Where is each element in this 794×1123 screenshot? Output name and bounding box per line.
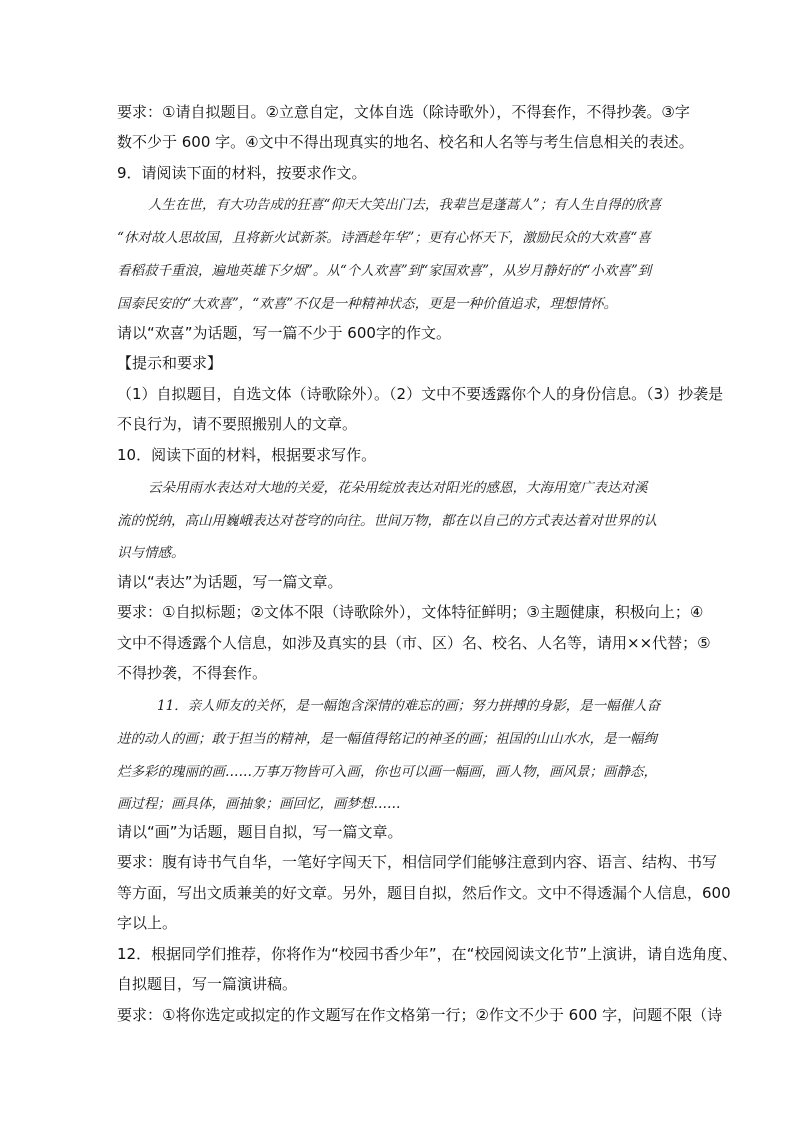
q9-material-line-3: 看稻菽千重浪，遍地英雄下夕烟”。从“个人欢喜”到“家国欢喜”，从岁月静好的“小欢喜”到 <box>117 263 652 279</box>
q8-requirement-line-2: 数不少于 600 字。④文中不得出现真实的地名、校名和人名等与考生信息相关的表述。 <box>117 133 694 151</box>
q10-material-line-3: 识与情感。 <box>117 545 185 561</box>
q10-material-line-1: 云朵用雨水表达对大地的关爱，花朵用绽放表达对阳光的感恩，大海用宽广表达对溪 <box>148 480 648 496</box>
q11-material-line-4: 画过程；画具体，画抽象；画回忆，画梦想…… <box>117 796 401 812</box>
q8-requirement-line-1: 要求：①请自拟题目。②立意自定，文体自选（除诗歌外），不得套作，不得抄袭。③字 <box>117 103 690 121</box>
q11-material-line-2: 进的动人的画；敢于担当的精神，是一幅值得铭记的神圣的画；祖国的山山水水，是一幅绚 <box>117 731 657 747</box>
q12-heading-line-1: 12．根据同学们推荐，你将作为“校园书香少年”，在“校园阅读文化节”上演讲，请自选角度、 <box>117 945 738 963</box>
q10-topic-line: 请以“表达”为话题，写一篇文章。 <box>117 573 343 591</box>
q10-requirement-line-3: 不得抄袭，不得套作。 <box>117 664 268 682</box>
q11-requirement-line-1: 要求：腹有诗书气自华，一笔好字闯天下，相信同学们能够注意到内容、语言、结构、书写 <box>117 853 718 871</box>
q10-heading: 10．阅读下面的材料，根据要求写作。 <box>117 446 377 464</box>
q12-heading-line-2: 自拟题目，写一篇演讲稿。 <box>117 975 298 993</box>
q9-tips-line-2: 不良行为，请不要照搬别人的文章。 <box>117 415 358 433</box>
q11-topic-line: 请以“画”为话题，题目自拟，写一篇文章。 <box>117 823 403 841</box>
q9-tips-line-1: （1）自拟题目，自选文体（诗歌除外）。（2）文中不要透露你个人的身份信息。（3）抄袭是 <box>117 385 724 403</box>
q9-tips-heading: 【提示和要求】 <box>117 354 223 372</box>
q10-material-line-2: 流的悦纳，高山用巍峨表达对苍穹的向往。世间万物，都在以自己的方式表达着对世界的认 <box>117 513 657 529</box>
q11-requirement-line-3: 字以上。 <box>117 914 178 932</box>
q11-material-line-3: 烂多彩的瑰丽的画……万事万物皆可入画，你也可以画一幅画，画人物，画风景；画静态， <box>117 764 657 780</box>
q9-material-line-2: “休对故人思故国，且将新火试新茶。诗酒趁年华”；更有心怀天下，激励民众的大欢喜“喜 <box>117 230 651 246</box>
q10-requirement-line-1: 要求：①自拟标题；②文体不限（诗歌除外），文体特征鲜明；③主题健康，积极向上；④ <box>117 603 704 621</box>
q11-material-line-1: 11．亲人师友的关怀，是一幅饱含深情的难忘的画；努力拼搏的身影，是一幅催人奋 <box>157 698 661 714</box>
q9-heading: 9．请阅读下面的材料，按要求作文。 <box>117 164 367 182</box>
q12-requirement-line-1: 要求：①将你选定或拟定的作文题写在作文格第一行；②作文不少于 600 字，问题不限（诗 <box>117 1006 723 1024</box>
q9-material-line-4: 国泰民安的“大欢喜”，“欢喜”不仅是一种精神状态，更是一种价值追求，理想情怀。 <box>117 296 618 312</box>
q9-material-line-1: 人生在世，有大功告成的狂喜“仰天大笑出门去，我辈岂是蓬蒿人”；有人生自得的欣喜 <box>148 197 662 213</box>
q11-requirement-line-2: 等方面，写出文质兼美的好文章。另外，题目自拟，然后作文。文中不得透漏个人信息，600 <box>117 884 731 902</box>
q9-topic-line: 请以“欢喜”为话题，写一篇不少于 600字的作文。 <box>117 324 451 342</box>
q10-requirement-line-2: 文中不得透露个人信息，如涉及真实的县（市、区）名、校名、人名等，请用××代替；⑤ <box>117 634 711 652</box>
